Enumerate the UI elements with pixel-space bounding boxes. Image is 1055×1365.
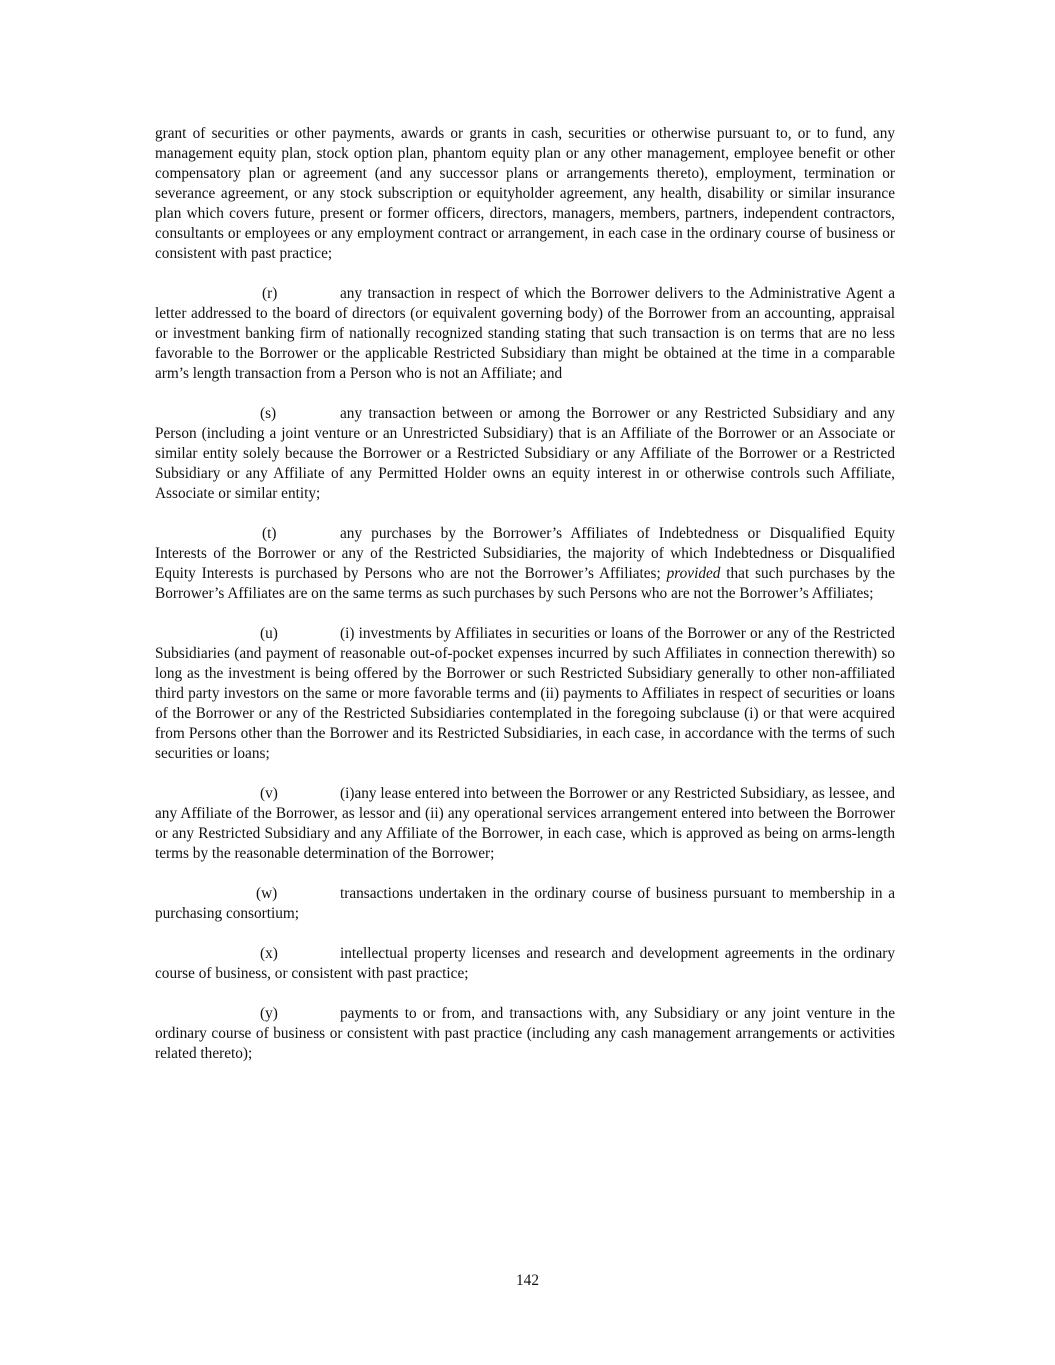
clause-y: [155, 1004, 895, 1064]
clause-text: transactions undertaken in the ordinary course of business pursuant to membership in a purchasing consortium;: [155, 885, 895, 922]
clause-s: [155, 404, 895, 504]
clause-emphasis: provided: [666, 565, 721, 582]
clause-v: [155, 784, 895, 864]
clause-x: [155, 944, 895, 984]
clause-label: (s): [260, 405, 277, 422]
clause-text: payments to or from, and transactions with, any Subsidiary or any joint venture in the ordinary course of business or consistent with past practice (including any cash management arrangements or activities related thereto);: [155, 1005, 895, 1062]
clause-label: (t): [262, 525, 277, 542]
clause-text: intellectual property licenses and research and development agreements in the ordinary course of business, or consistent with past practice;: [155, 945, 895, 982]
document-body: [155, 124, 895, 1084]
clause-label: (u): [260, 625, 278, 642]
clause-r: [155, 284, 895, 384]
continuation-paragraph: grant of securities or other payments, awards or grants in cash, securities or otherwise pursuant to, or to fund, any management equity plan, stock option plan, phantom equity plan or any other management, employee benefit or other compensatory plan or agreement (and any successor plans or arrangements thereto), employment, termination or severance agreement, or any stock subscription or equityholder agreement, any health, disability or similar insurance plan which covers future, present or former officers, directors, managers, members, partners, independent contractors, consultants or employees or any employment contract or arrangement, in each case in the ordinary course of business or consistent with past practice;: [155, 125, 895, 262]
clause-w: [155, 884, 895, 924]
clause-t: [155, 524, 895, 604]
clause-text-after: that such purchases by the Borrower’s Affiliates are on the same terms as such purchases by such Persons who are not the Borrower’s Affiliates;: [155, 565, 895, 602]
clause-label: (x): [260, 945, 278, 962]
clause-text: (i) investments by Affiliates in securities or loans of the Borrower or any of the Restricted Subsidiaries (and payment of reasonable out-of-pocket expenses incurred by such Affiliates in connection therewith) so long as the investment is being offered by the Borrower or such Restricted Subsidiary generally to other non-affiliated third party investors on the same or more favorable terms and (ii) payments to Affiliates in respect of securities or loans of the Borrower or any of the Restricted Subsidiaries contemplated in the foregoing subclause (i) or that were acquired from Persons other than the Borrower and its Restricted Subsidiaries, in each case, in accordance with the terms of such securities or loans;: [155, 625, 895, 762]
clause-label: (r): [262, 285, 278, 302]
page-number: 142: [516, 1272, 539, 1289]
clause-label: (w): [256, 885, 278, 902]
clause-label: (y): [260, 1005, 278, 1022]
clause-text: (i)any lease entered into between the Borrower or any Restricted Subsidiary, as lessee, and any Affiliate of the Borrower, as lessor and (ii) any operational services arrangement entered into between the Borrower or any Restricted Subsidiary and any Affiliate of the Borrower, in each case, which is approved as being on arms-length terms by the reasonable determination of the Borrower;: [155, 785, 895, 862]
clause-text-before: any purchases by the Borrower’s Affiliates of Indebtedness or Disqualified Equity Interests of the Borrower or any of the Restricted Subsidiaries, the majority of which Indebtedness or Disqualified Equity Interests is purchased by Persons who are not the Borrower’s Affiliates;: [155, 525, 895, 582]
clause-label: (v): [260, 785, 278, 802]
clause-u: [155, 624, 895, 764]
clause-text: any transaction between or among the Borrower or any Restricted Subsidiary and any Person (including a joint venture or an Unrestricted Subsidiary) that is an Affiliate of the Borrower or an Associate or similar entity solely because the Borrower or a Restricted Subsidiary or any Affiliate of the Borrower or a Restricted Subsidiary or any Affiliate of any Permitted Holder owns an equity interest in or otherwise controls such Affiliate, Associate or similar entity;: [155, 405, 895, 502]
clause-text: any transaction in respect of which the Borrower delivers to the Administrative Agent a letter addressed to the board of directors (or equivalent governing body) of the Borrower from an accounting, appraisal or investment banking firm of nationally recognized standing stating that such transaction is on terms that are no less favorable to the Borrower or the applicable Restricted Subsidiary than might be obtained at the time in a comparable arm’s length transaction from a Person who is not an Affiliate; and: [155, 285, 895, 382]
